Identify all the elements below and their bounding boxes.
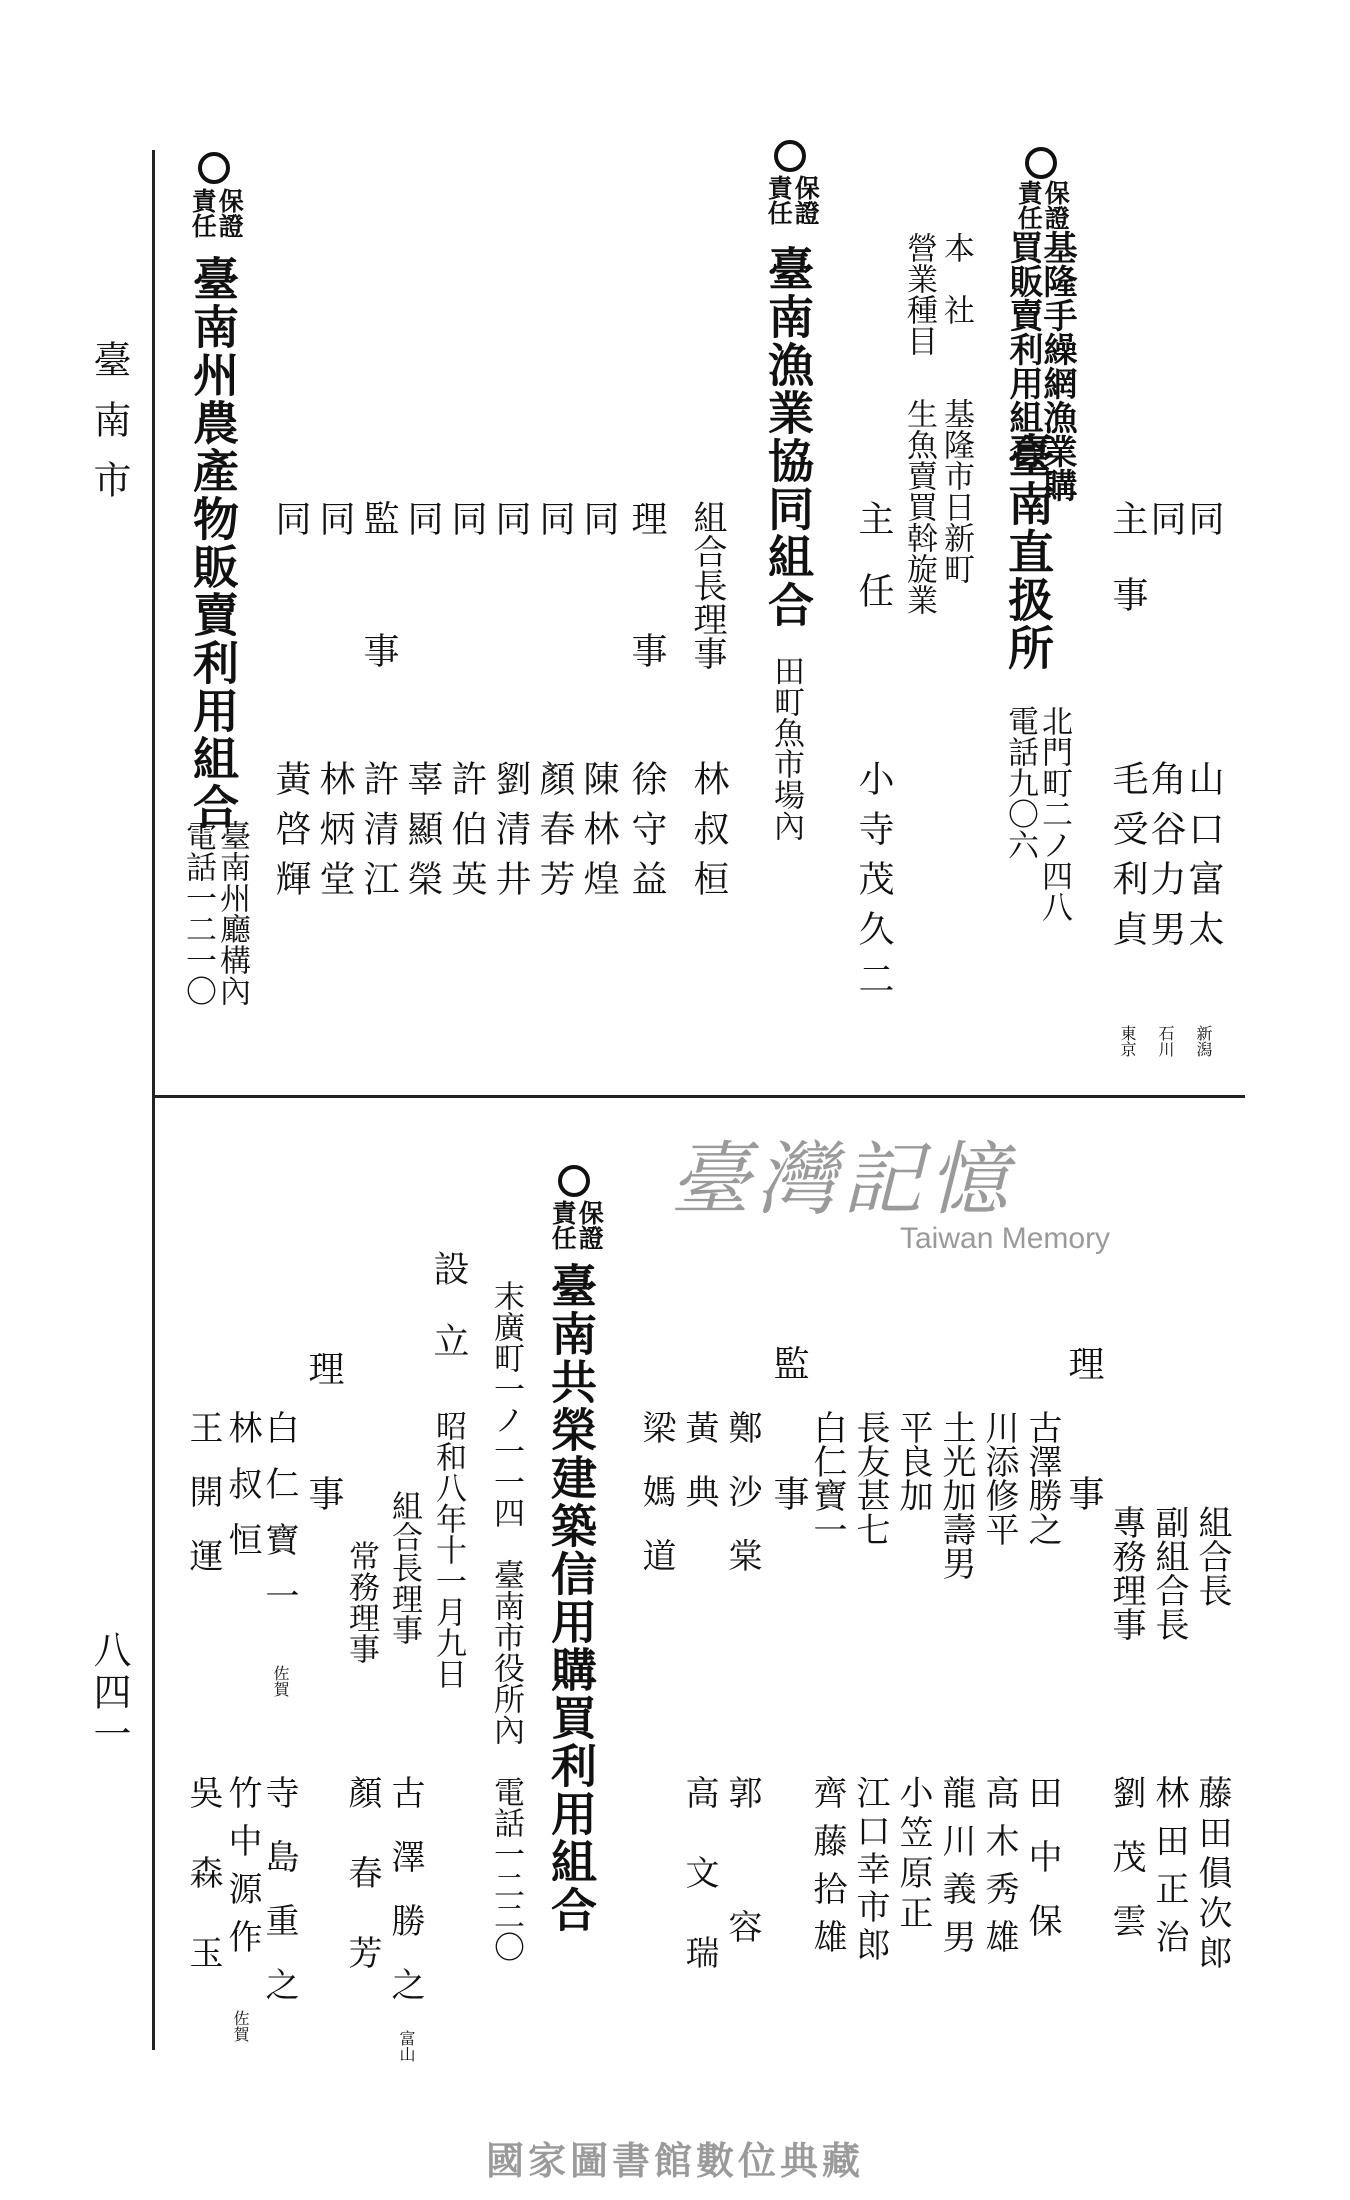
- watermark-logo-text: 臺灣記憶: [670, 1133, 1014, 1226]
- board-name: 小笠原正: [893, 1775, 933, 1935]
- member-note: 新潟: [1194, 1025, 1213, 1057]
- entry-address: 田町魚市場內: [768, 655, 804, 841]
- horizontal-divider: [155, 1095, 1245, 1098]
- chief-name: 小寺茂久二: [853, 760, 894, 1010]
- member-role: 同: [1183, 500, 1224, 536]
- left-row-role: 常務理事: [343, 1540, 379, 1664]
- staff-role: 同: [314, 500, 355, 536]
- established-value: 昭和八年十一月九日: [430, 1410, 466, 1689]
- entry-type-line-2: 責任: [1014, 180, 1044, 230]
- left-row-role: 白仁寶一: [259, 1410, 299, 1634]
- member-role: 同: [1145, 500, 1186, 536]
- staff-role: 同: [446, 500, 487, 536]
- staff-role: 同: [534, 500, 575, 536]
- staff-role: 同: [578, 500, 619, 536]
- entry-type-line-2: 責任: [764, 175, 794, 225]
- chief-role: 主 任: [853, 500, 894, 608]
- board-role: 白仁寶一: [807, 1410, 847, 1546]
- staff-role: 監: [358, 500, 399, 536]
- board-name: 藤田傊次郎: [1192, 1775, 1232, 1975]
- board-role: 長友甚七: [850, 1410, 890, 1546]
- auditor-name: 郭容: [722, 1775, 762, 2043]
- entry-address: 末廣町一ノ一一四 臺南市役所內 電話一二二〇: [488, 1280, 524, 1962]
- entry-type-line-1: 保證: [575, 1200, 605, 1250]
- staff-name: 林炳堂: [314, 760, 355, 910]
- entry-type-line-1: 保證: [215, 188, 245, 238]
- hq-value: 基隆市日新町: [938, 398, 974, 584]
- page-number: 八四一: [87, 1630, 131, 1756]
- staff-name: 劉清井: [490, 760, 531, 910]
- entry-type-line-2: 責任: [188, 188, 218, 238]
- board-name: 江口幸市郎: [850, 1775, 890, 1965]
- staff-role-suffix: 事: [358, 632, 399, 668]
- board-name: 高木秀雄: [979, 1775, 1019, 1967]
- left-row-note: 佐賀: [271, 1665, 290, 1697]
- left-row-role: 王開運: [183, 1410, 223, 1602]
- head-name: 林叔桓: [688, 760, 729, 910]
- auditor-role: 黃典: [679, 1410, 719, 1538]
- staff-role: 同: [490, 500, 531, 536]
- member-role: 主事: [1107, 500, 1148, 652]
- board-role: 專務理事: [1106, 1505, 1146, 1641]
- entry-address-line-1: 北門町二ノ四八: [1036, 705, 1072, 922]
- hq-label: 本 社: [938, 232, 974, 325]
- left-row-name: 古澤勝之: [385, 1775, 425, 2031]
- member-name: 山口富太: [1183, 760, 1224, 960]
- auditor-name: 高文瑞: [679, 1775, 719, 2015]
- board-name: 齊藤拾雄: [807, 1775, 847, 1967]
- staff-name: 徐守益: [626, 760, 667, 910]
- staff-name: 許伯英: [446, 760, 487, 910]
- entry-marker-circle: [558, 1165, 590, 1197]
- established-label: 設 立: [428, 1250, 469, 1358]
- left-row-role: 組合長理事: [386, 1490, 422, 1645]
- board-name: 林田正治: [1149, 1775, 1189, 1967]
- board-name: 田中保: [1022, 1775, 1062, 1967]
- entry-title: 臺南州農產物販賣利用組合: [186, 255, 240, 831]
- member-name: 毛受利貞: [1107, 760, 1148, 960]
- entry-address-line-1: 臺南州廳構內: [214, 820, 250, 1006]
- business-label: 營業種目: [901, 232, 937, 356]
- auditor-role-suffix: 事: [768, 1475, 809, 1511]
- entry-title: 臺南共榮建築信用購買利用組合: [544, 1262, 598, 1934]
- running-head: 臺南市: [87, 340, 131, 520]
- staff-name: 許清江: [358, 760, 399, 910]
- entry-title-line-2: 買販賣利用組合: [1003, 230, 1043, 468]
- business-value: 生魚賣買斡旋業: [901, 398, 937, 615]
- entry-type-line-2: 責任: [548, 1200, 578, 1250]
- staff-role: 同: [402, 500, 443, 536]
- entry-title-main: 臺南直扱所: [1001, 432, 1055, 672]
- left-row-note: 佐賀: [231, 2010, 250, 2042]
- board-role: 平良加: [893, 1410, 933, 1512]
- auditor-role: 監: [768, 1345, 809, 1381]
- entry-marker-circle: [198, 152, 230, 184]
- entry-type-line-1: 保證: [791, 175, 821, 225]
- staff-name: 顏春芳: [534, 760, 575, 910]
- left-row-name: 竹中源作: [222, 1775, 262, 1967]
- watermark-logo-subtext: Taiwan Memory: [900, 1222, 1111, 1255]
- member-name: 角谷力男: [1145, 760, 1186, 960]
- left-row-name: 顏春芳: [342, 1775, 382, 2015]
- entry-address-line-2: 電話九〇六: [1002, 705, 1038, 860]
- board-name: 龍川義男: [936, 1775, 976, 1967]
- footer-watermark: 國家圖書館數位典藏: [486, 2139, 865, 2183]
- entry-marker-circle: [774, 140, 806, 172]
- board-role: 古澤勝之: [1022, 1410, 1062, 1546]
- board-role: 副組合長: [1149, 1505, 1189, 1641]
- board-role: 組合長: [1192, 1505, 1232, 1607]
- entry-address-line-2: 電話一二一〇: [180, 820, 216, 1006]
- board-role: 川添修平: [979, 1410, 1019, 1546]
- staff-name: 陳林煌: [578, 760, 619, 910]
- board-role-top: 理: [1063, 1345, 1104, 1381]
- left-role-main-suffix: 事: [303, 1475, 344, 1511]
- board-name: 劉茂雲: [1106, 1775, 1146, 1967]
- board-role: 土光加壽男: [936, 1410, 976, 1580]
- entry-marker-circle: [1025, 147, 1057, 179]
- staff-role: 同: [270, 500, 311, 536]
- staff-role: 理: [626, 500, 667, 536]
- member-note: 石川: [1156, 1025, 1175, 1057]
- staff-name: 黃啓輝: [270, 760, 311, 910]
- auditor-role: 梁媽道: [636, 1410, 676, 1602]
- left-row-name: 寺島重之: [259, 1775, 299, 2031]
- entry-title: 臺南漁業協同組合: [761, 245, 815, 629]
- left-row-role: 林叔恒: [222, 1410, 262, 1578]
- staff-name: 辜顯榮: [402, 760, 443, 910]
- staff-role-suffix: 事: [626, 632, 667, 668]
- board-role-top-suffix: 事: [1063, 1475, 1104, 1511]
- member-note: 東京: [1118, 1025, 1137, 1057]
- entry-type-line-1: 保證: [1041, 180, 1071, 230]
- auditor-role: 鄭沙棠: [722, 1410, 762, 1602]
- left-row-name: 吳森玉: [183, 1775, 223, 2015]
- head-role: 組合長理事: [687, 500, 727, 670]
- entry-title-line-1: 基隆手繰網漁業購: [1037, 230, 1077, 502]
- left-role-main: 理: [303, 1350, 344, 1386]
- left-row-note: 富山: [397, 2030, 416, 2062]
- left-margin-rule: [152, 150, 155, 2050]
